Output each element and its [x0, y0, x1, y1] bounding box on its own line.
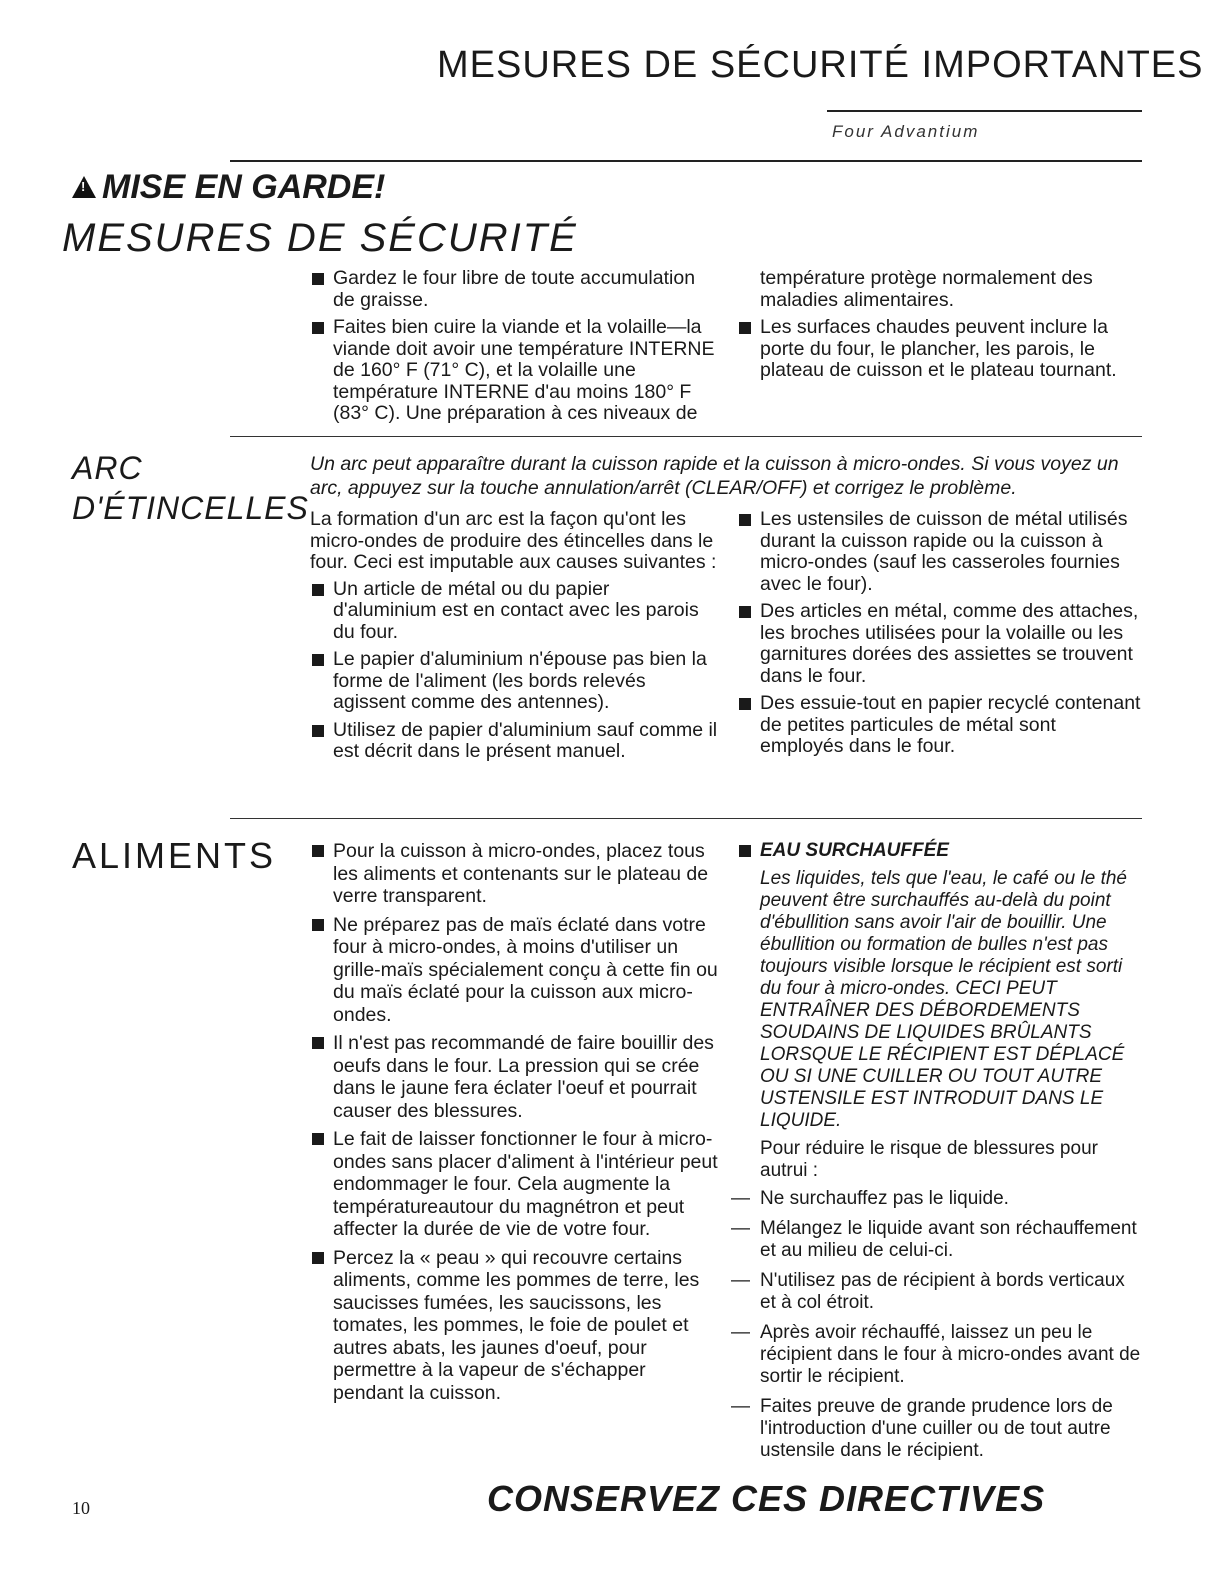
arc-heading-line: D'ÉTINCELLES: [72, 490, 309, 526]
section-divider: [230, 436, 1142, 437]
header-divider: [827, 110, 1142, 112]
list-item: Pour la cuisson à micro-ondes, placez tous les aliments et contenants sur le plateau de verre transparent.: [310, 840, 718, 908]
list-item: Des articles en métal, comme des attaches, les broches utilisées pour la volaille ou les garnitures dorées des assiettes se trouvent dans le four.: [737, 601, 1142, 687]
list-item: Des essuie-tout en papier recyclé contenant de petites particules de métal sont employés dans le four.: [737, 693, 1142, 758]
superheated-water-title: EAU SURCHAUFFÉE: [737, 840, 1142, 862]
list-item: Les surfaces chaudes peuvent inclure la porte du four, le plancher, les parois, le plateau de cuisson et le plateau tournant.: [737, 317, 1137, 382]
list-item: Percez la « peau » qui recouvre certains aliments, comme les pommes de terre, les saucisses fumées, les saucissons, les tomates, les pommes, le foie de poulet et autres abats, les jaunes d'oeuf, pour permettre à la vapeur de s'échapper pendant la cuisson.: [310, 1247, 718, 1405]
section-divider: [230, 818, 1142, 819]
arc-right-column: [737, 509, 1142, 764]
page-subtitle: Four Advantium: [832, 122, 980, 141]
list-item: Gardez le four libre de toute accumulation de graisse.: [310, 268, 718, 311]
safety-left-column: [310, 268, 718, 431]
superheated-water-reduce: Pour réduire le risque de blessures pour autrui :: [760, 1138, 1098, 1181]
list-item: Un article de métal ou du papier d'aluminium est en contact avec les parois du four.: [310, 579, 718, 644]
list-item: Le papier d'aluminium n'épouse pas bien la forme de l'aliment (les bords relevés agissent comme des antennes).: [310, 649, 718, 714]
arc-paragraph: La formation d'un arc est la façon qu'ont les micro-ondes de produire des étincelles dans le four. Ceci est imputable aux causes suivantes :: [310, 508, 717, 573]
safety-heading: MESURES DE SÉCURITÉ: [62, 216, 578, 260]
list-item: Il n'est pas recommandé de faire bouillir des oeufs dans le four. La pression qui se crée dans le jaune fera éclater l'oeuf et pourrait causer des blessures.: [310, 1032, 718, 1122]
list-item: Les ustensiles de cuisson de métal utilisés durant la cuisson rapide ou la cuisson à micro-ondes (sauf les casseroles fournies avec le four).: [737, 509, 1142, 595]
section-divider-top: [230, 160, 1142, 162]
list-item: Ne préparez pas de maïs éclaté dans votre four à micro-ondes, à moins d'utiliser un grille-maïs spécialement conçu à cette fin ou du maïs éclaté pour la cuisson aux micro-ondes.: [310, 914, 718, 1027]
footer-text: CONSERVEZ CES DIRECTIVES: [487, 1478, 1046, 1519]
page-number: 10: [72, 1498, 90, 1518]
food-left-column: [310, 840, 718, 1410]
warning-icon: [72, 176, 96, 198]
list-item-continuation: température protège normalement des maladies alimentaires.: [760, 267, 1093, 311]
food-heading: ALIMENTS: [72, 835, 277, 876]
warning-heading: [72, 168, 385, 207]
dash-item: — Mélangez le liquide avant son réchauffement et au milieu de celui-ci.: [737, 1218, 1142, 1262]
list-item: Faites bien cuire la viande et la volaille—la viande doit avoir une température INTERNE de 160° F (71° C), et la volaille une température INTERNE d'au moins 180° F (83° C). Une préparation à ces niveaux de: [310, 317, 718, 425]
warning-label: MISE EN GARDE!: [102, 168, 386, 206]
dash-item: — Ne surchauffez pas le liquide.: [737, 1188, 1142, 1210]
arc-left-column: [310, 509, 718, 769]
dash-item: — Après avoir réchauffé, laissez un peu le récipient dans le four à micro-ondes avant de sortir le récipient.: [737, 1322, 1142, 1388]
arc-heading-line: ARC: [72, 450, 143, 486]
dash-item: — Faites preuve de grande prudence lors de l'introduction d'une cuiller ou de tout autre ustensile dans le récipient.: [737, 1396, 1142, 1462]
safety-right-column: [737, 268, 1137, 388]
arc-heading: [72, 448, 309, 528]
arc-intro: Un arc peut apparaître durant la cuisson rapide et la cuisson à micro-ondes. Si vous voyez un arc, appuyez sur la touche annulation/arrêt (CLEAR/OFF) et corrigez le problème.: [310, 453, 1119, 499]
food-right-column: [737, 840, 1142, 1470]
list-item: Le fait de laisser fonctionner le four à micro-ondes sans placer d'aliment à l'intérieur peut endommager le four. Cela augmente la températureautour du magnétron et peut affecter la durée de vie de votre four.: [310, 1128, 718, 1241]
list-item: Utilisez de papier d'aluminium sauf comme il est décrit dans le présent manuel.: [310, 720, 718, 763]
page-title: MESURES DE SÉCURITÉ IMPORTANTES: [437, 44, 1204, 86]
dash-item: — N'utilisez pas de récipient à bords verticaux et à col étroit.: [737, 1270, 1142, 1314]
superheated-water-text: Les liquides, tels que l'eau, le café ou le thé peuvent être surchauffés au-delà du point d'ébullition sans avoir l'air de bouillir. Une ébullition ou formation de bulles n'est pas toujours visible lorsque le récipient est sorti du four à micro-ondes. CECI PEUT ENTRAÎNER DES DÉBORDEMENTS SOUDAINS DE LIQUIDES BRÛLANTS LORSQUE LE RÉCIPIENT EST DÉPLACÉ OU SI UNE CUILLER OU TOUT AUTRE USTENSILE EST INTRODUIT DANS LE LIQUIDE.: [760, 868, 1127, 1131]
